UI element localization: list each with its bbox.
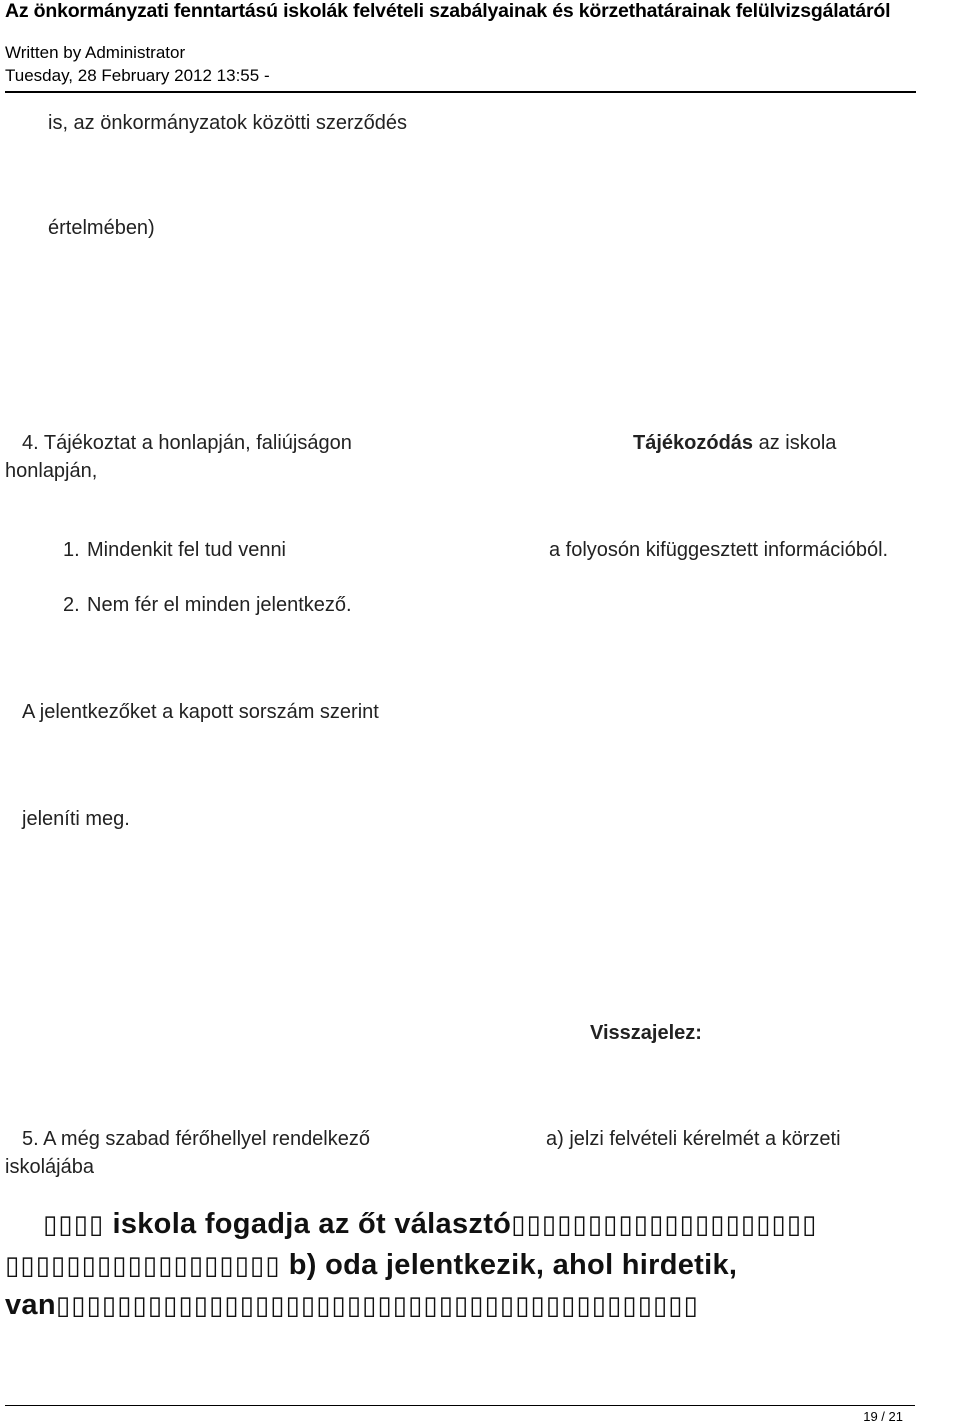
item-4-right-bold: Tájékozódás xyxy=(633,432,754,454)
item-5-left: 5. A még szabad férőhellyel rendelkező xyxy=(22,1128,370,1150)
date-line: Tuesday, 28 February 2012 13:55 - xyxy=(5,66,270,85)
text-line: értelmében) xyxy=(48,217,155,239)
glyph-placeholder: ▯▯▯▯▯▯▯▯▯▯▯▯▯▯▯▯▯▯ xyxy=(5,1250,289,1280)
large-text: iskola fogadja az őt választó xyxy=(112,1208,512,1240)
glyph-placeholder: ▯▯▯▯ xyxy=(43,1209,113,1239)
item-5-right: a) jelzi felvételi kérelmét a körzeti xyxy=(546,1128,841,1150)
text-line: is, az önkormányzatok közötti szerződés xyxy=(48,112,408,134)
glyph-placeholder: ▯▯▯▯▯▯▯▯▯▯▯▯▯▯▯▯▯▯▯▯▯▯▯▯▯▯▯▯▯▯▯▯▯▯▯▯▯▯▯▯▯▯ xyxy=(55,1290,699,1320)
paragraph-line: jeleníti meg. xyxy=(22,808,130,830)
document-title: Az önkormányzati fenntartású iskolák felvételi szabályainak és körzethatárainak felülvizsgálatáról xyxy=(5,0,891,22)
list-item-1: Mindenkit fel tud venni xyxy=(87,539,287,561)
list-number: 2. xyxy=(63,594,80,616)
header-divider xyxy=(5,91,916,93)
glyph-placeholder: ▯▯▯▯▯▯▯▯▯▯▯▯▯▯▯▯▯▯▯▯ xyxy=(511,1209,818,1239)
item-4-continuation: honlapján, xyxy=(5,460,98,482)
page-number: 19 / 21 xyxy=(863,1409,903,1424)
list-item-1-right: a folyosón kifüggesztett információból. xyxy=(549,539,889,561)
item-4-right-rest: az iskola xyxy=(753,432,837,454)
list-number: 1. xyxy=(63,539,80,561)
author-line: Written by Administrator xyxy=(5,43,186,62)
list-item-2: Nem fér el minden jelentkező. xyxy=(87,594,352,616)
item-4-right xyxy=(633,432,836,455)
feedback-label: Visszajelez: xyxy=(590,1022,702,1044)
item-4-left: 4. Tájékoztat a honlapján, faliújságon xyxy=(22,432,352,454)
large-text: van xyxy=(5,1289,56,1321)
item-5-continuation: iskolájába xyxy=(5,1156,94,1178)
footer-divider xyxy=(5,1405,915,1406)
large-text-line-2 xyxy=(5,1249,737,1282)
paragraph-line: A jelentkezőket a kapott sorszám szerint xyxy=(22,701,379,723)
large-text: b) oda jelentkezik, ahol hirdetik, xyxy=(288,1249,738,1281)
large-text-line-3 xyxy=(5,1289,960,1322)
large-text-line-1 xyxy=(43,1208,817,1241)
